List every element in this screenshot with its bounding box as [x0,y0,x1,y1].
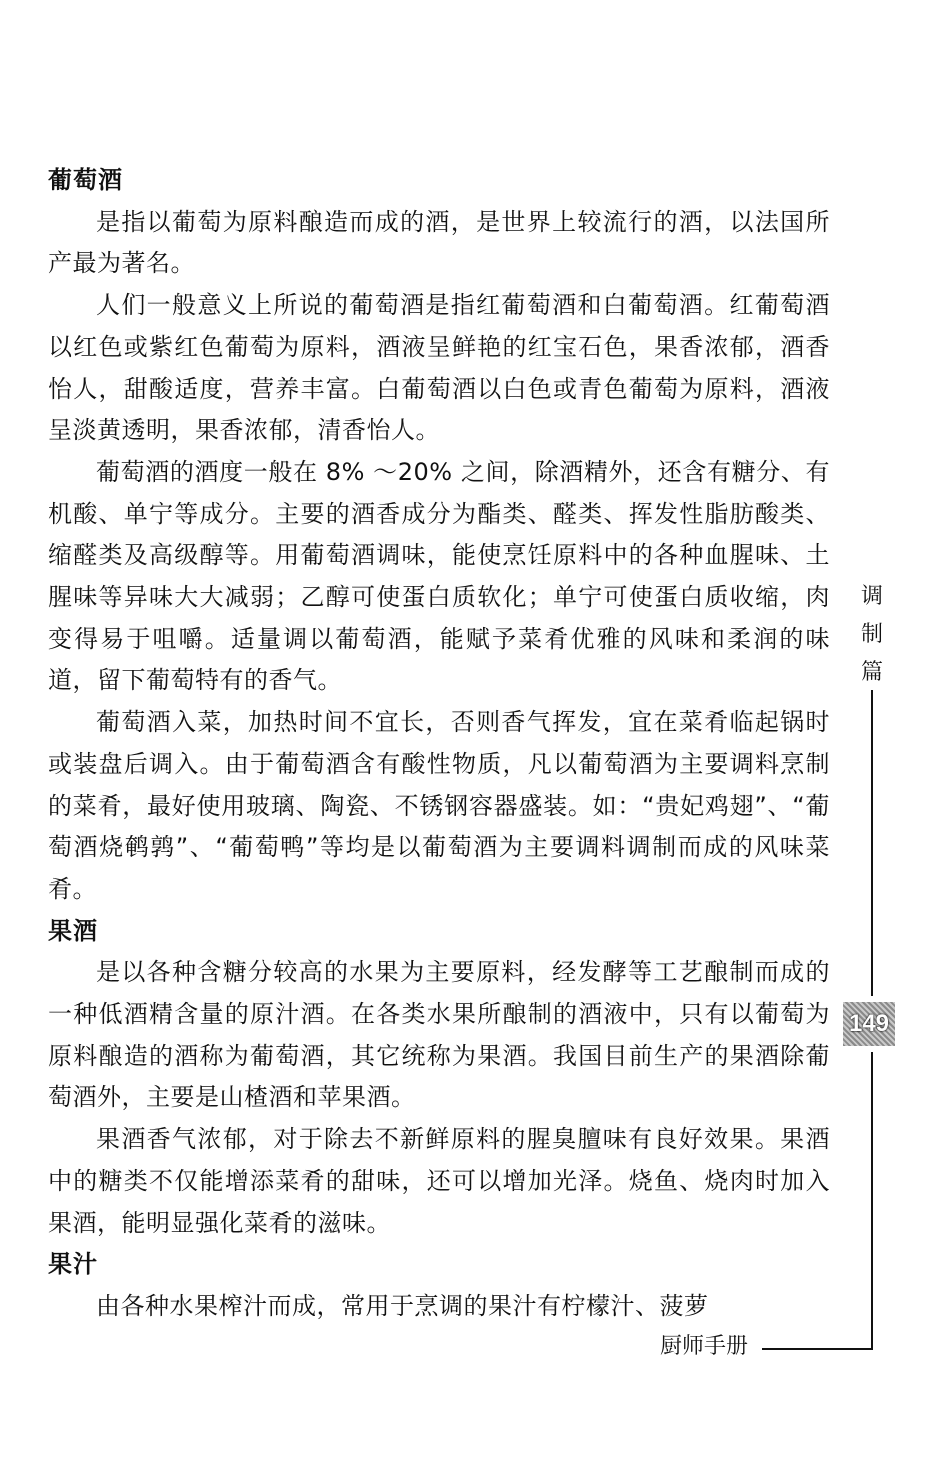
chapter-side-label [858,578,886,692]
side-label-char: 篇 [860,660,883,685]
paragraph: 由各种水果榨汁而成，常用于烹调的果汁有柠檬汁、菠萝 [96,1291,709,1320]
section-heading-grape-wine: 葡萄酒 [48,166,123,194]
section-heading-fruit-juice: 果汁 [48,1250,98,1279]
paragraph: 果酒香气浓郁，对于除去不新鲜原料的腥臭膻味有良好效果。果酒中的糖类不仅能增添菜肴的甜味，还可以增加光泽。烧鱼、烧肉时加入果酒，能明显强化菜肴的滋味。 [48,1125,830,1237]
margin-rule-upper [871,690,873,996]
section-heading-fruit-wine: 果酒 [48,916,98,945]
side-label-char: 制 [860,622,883,647]
book-title-footer: 厨师手册 [660,1334,749,1359]
side-label-char: 调 [860,584,883,609]
paragraph: 是以各种含糖分较高的水果为主要原料，经发酵等工艺酿制而成的一种低酒精含量的原汁酒。在各类水果所酿制的酒液中，只有以葡萄为原料酿造的酒称为葡萄酒，其它统称为果酒。我国目前生产的果酒除葡萄酒外，主要是山楂酒和苹果酒。 [48,958,830,1112]
paragraph: 葡萄酒入菜，加热时间不宜长，否则香气挥发，宜在菜肴临起锅时或装盘后调入。由于葡萄酒含有酸性物质，凡以葡萄酒为主要调料烹制的菜肴，最好使用玻璃、陶瓷、不锈钢容器盛装。如：“贵妃鸡翅”、“葡萄酒烧鹌鹑”、“葡萄鸭”等均是以葡萄酒为主要调料调制而成的风味菜肴。 [48,708,830,903]
page-body [48,160,830,1328]
paragraph: 人们一般意义上所说的葡萄酒是指红葡萄酒和白葡萄酒。红葡萄酒以红色或紫红色葡萄为原料，酒液呈鲜艳的红宝石色，果香浓郁，酒香怡人，甜酸适度，营养丰富。白葡萄酒以白色或青色葡萄为原料，酒液呈淡黄透明，果香浓郁，清香怡人。 [48,291,830,445]
margin-rule-lower [871,1052,873,1348]
paragraph: 是指以葡萄为原料酿造而成的酒，是世界上较流行的酒，以法国所产最为著名。 [48,207,830,278]
page-number: 149 [843,1002,895,1046]
footer-rule [762,1348,873,1350]
paragraph: 葡萄酒的酒度一般在 8% ～20% 之间，除酒精外，还含有糖分、有机酸、单宁等成分。主要的酒香成分为酯类、醛类、挥发性脂肪酸类、缩醛类及高级醇等。用葡萄酒调味，能使烹饪原料中的各种血腥味、土腥味等异味大大减弱；乙醇可使蛋白质软化；单宁可使蛋白质收缩，肉变得易于咀嚼。适量调以葡萄酒，能赋予菜肴优雅的风味和柔润的味道，留下葡萄特有的香气。 [48,457,830,695]
